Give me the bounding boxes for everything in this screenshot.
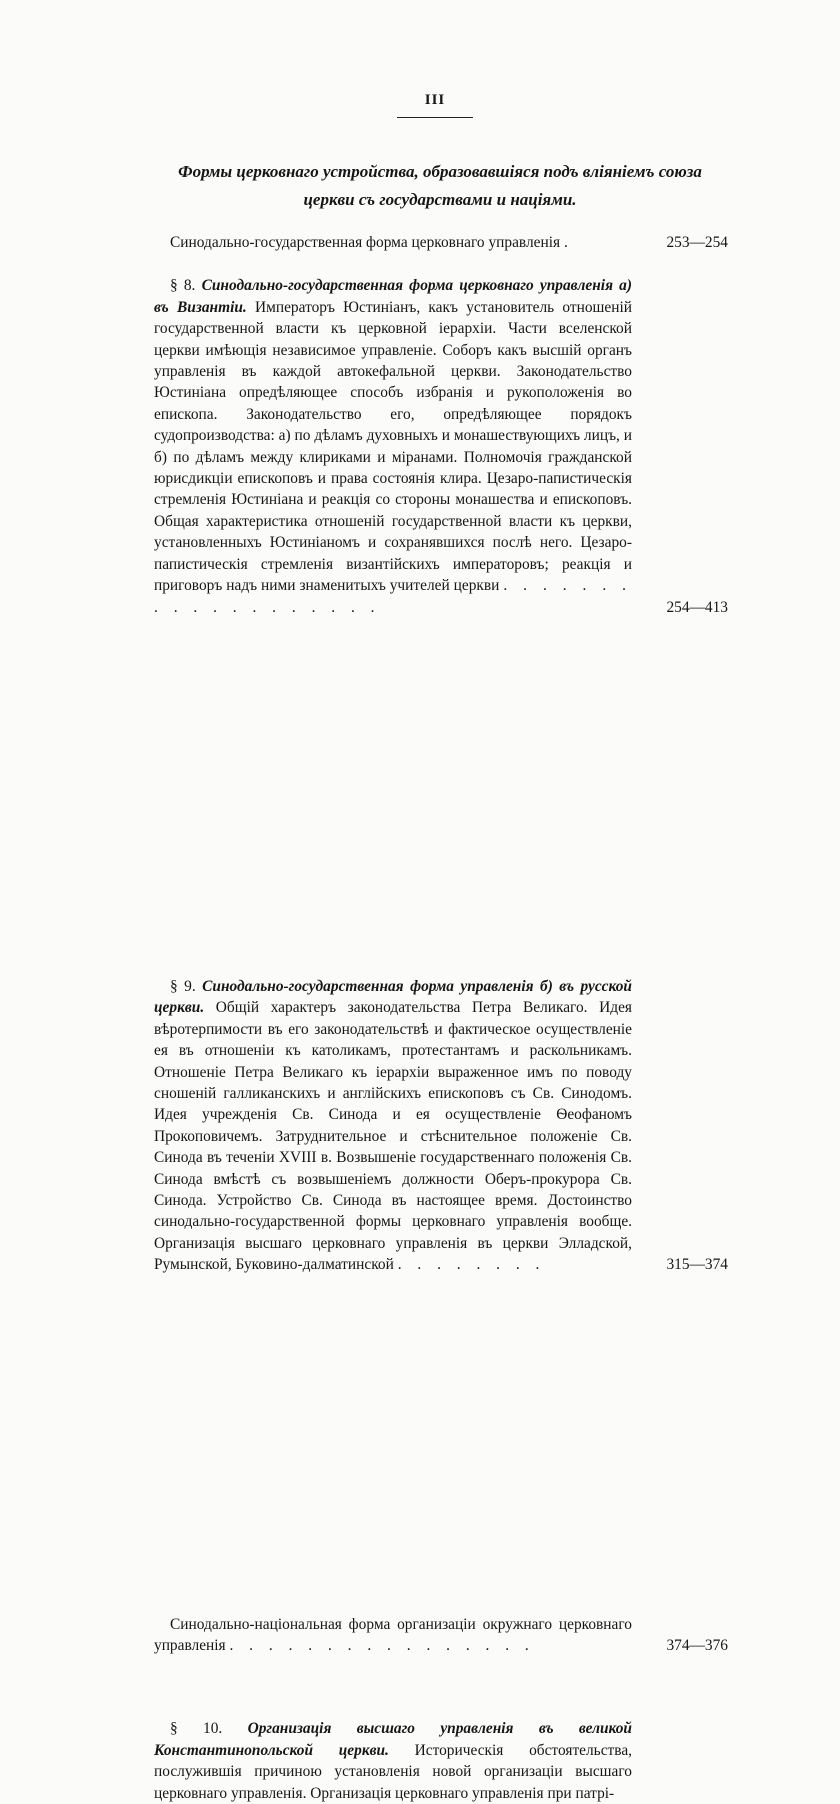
toc-section-body: Историческія обстоятельства, послужившія причиною установленія новой организаціи высшаго церковнаго управленія. Организація церковнаго управленія при патрі- (154, 1741, 632, 1802)
toc-entry-text (154, 976, 632, 1276)
toc-page-range: 254—413 (666, 598, 728, 616)
toc-leader-dots: . . . . . . . . . . . . . . . . (229, 1637, 535, 1654)
toc-entry-text (154, 232, 632, 253)
toc-entry-text (154, 1614, 632, 1657)
toc-entry-section-10 (154, 1718, 728, 1804)
toc-entry-section-9 (154, 976, 728, 1276)
toc-entry-text (154, 275, 632, 618)
toc-section-body: Императоръ Юстиніанъ, какъ установитель отношеній государственной власти къ церковной іерархіи. Части вселенской церкви имѣющія независимое управленіе. Соборъ какъ высшій органъ управленія въ каждой автокефальной церкви. Законодательство Юстиніана опредѣляющее способъ избранія и рукоположенія во епископа. Законодательство его, опредѣляющее порядокъ судопроизводства: а) по дѣламъ духовныхъ и монашествующихъ лицъ, и б) по дѣламъ между клириками и міранами. Полномочія гражданской юрисдикціи епископовъ и права состоянія клира. Цезаро-папистическія стремленія Юстиніана и реакція со стороны монашества и епископовъ. Общая характеристика отношеній государственной власти къ церкви, установленныхъ Юстиніаномъ и сохранявшихся послѣ него. Цезаро-папистическія стремленія византійскихъ императоровъ; реакція и приговоръ надъ ними знаменитыхъ учителей церкви (154, 298, 632, 595)
toc-section-body: Общій характеръ законодательства Петра Великаго. Идея вѣротерпимости въ его законодательствѣ и фактическое осуществленіе ея въ отношеніи къ католикамъ, протестантамъ и раскольникамъ. Отношеніе Петра Великаго къ іерархіи выраженное имъ по поводу сношеній галликанскихъ и англійскихъ епископовъ съ Св. Синодомъ. Идея учрежденія Св. Синода и ея осуществленіе Ѳеофаномъ Прокоповичемъ. Затруднительное и стѣснительное положеніе Св. Синода въ теченіи XVIII в. Возвышеніе государственнаго положенія Св. Синода вмѣстѣ съ возвышеніемъ должности Оберъ-прокурора Св. Синода. Устройство Св. Синода въ настоящее время. Достоинство синодально-государственной формы церковнаго управленія вообще. Организація высшаго церковнаго управленія въ церкви Элладской, Румынской, Буковино-далматинской (154, 999, 632, 1274)
toc-entry-prefix: Синодально-государственная форма церковнаго управленія (170, 234, 561, 251)
toc-heading-line-2: церкви съ государствами и націями. (303, 190, 577, 209)
toc-leader-dots: . . . . . . . . (397, 1256, 546, 1274)
toc-section-number: § 10. (170, 1720, 223, 1738)
toc-entry-prefix: Синодально-національная форма организаціи окружнаго церковнаго управленія (154, 1615, 632, 1654)
toc-entry-section-8 (154, 275, 728, 618)
toc-entry-text (154, 1718, 632, 1804)
toc-section-number: § 8. (170, 277, 196, 295)
toc-section-number: § 9. (170, 977, 196, 995)
toc-entry-synodal-national-form (154, 1614, 728, 1657)
toc-page-range: 315—374 (666, 1256, 728, 1274)
toc-page-range: 253—254 (666, 234, 728, 251)
toc-heading (140, 158, 740, 214)
toc-page-range: 374—376 (666, 1637, 728, 1654)
page-number: III (424, 92, 446, 108)
page-number-rule (397, 117, 473, 118)
toc-leader-dots: . (563, 234, 574, 251)
toc-section-title: Организація высшаго управленія въ великой Константинопольской церкви. (154, 1720, 632, 1759)
toc-section-title: Синодально-государственная форма управленія б) въ русской церкви. (154, 977, 632, 1017)
toc-section-title: Синодально-государственная форма церковнаго управленія а) въ Византіи. (154, 277, 632, 316)
toc-entry-synodal-state-form (154, 232, 728, 253)
toc-heading-line-1: Формы церковнаго устройства, образовавшіяся подъ вліяніемъ союза (178, 162, 702, 181)
toc-leader-dots: . . . . . . . . . . . . . . . . . . . (154, 577, 632, 616)
